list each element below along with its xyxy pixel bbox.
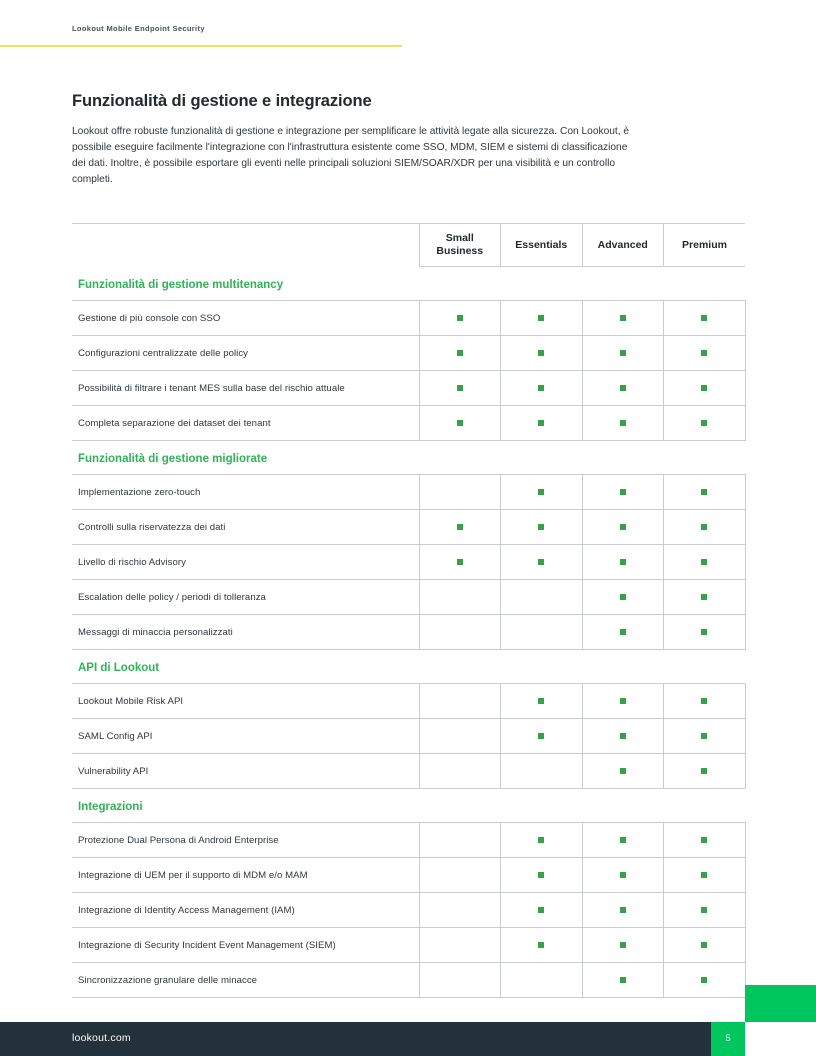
feature-name-cell: Implementazione zero-touch [72,475,419,510]
page-title: Funzionalità di gestione e integrazione [72,92,372,110]
included-square-icon [620,489,626,495]
included-square-icon [620,977,626,983]
feature-name-cell: Possibilità di filtrare i tenant MES sulla base del rischio attuale [72,371,419,406]
feature-availability-cell [582,893,664,928]
feature-availability-cell [664,893,746,928]
included-square-icon [701,350,707,356]
intro-paragraph: Lookout offre robuste funzionalità di gestione e integrazione per semplificare le attività legate alla sicurezza. Con Lookout, è possibile eseguire facilmente l'integrazione con l'infrastruttura esistente come SSO, MDM, SIEM e sistemi di classificazione dei dati. Inoltre, è possibile esportare gli eventi nelle principali soluzioni SIEM/SOAR/XDR per una visibilità e un controllo completi. [72,125,630,186]
feature-availability-cell [664,858,746,893]
included-square-icon [457,385,463,391]
not-included-placeholder [457,489,463,495]
not-included-placeholder [457,942,463,948]
feature-availability-cell [501,963,583,998]
included-square-icon [620,733,626,739]
feature-availability-cell [419,371,501,406]
included-square-icon [701,837,707,843]
included-square-icon [701,420,707,426]
section-title-cell [72,441,745,475]
header-accent-rule [0,45,402,47]
included-square-icon [538,559,544,565]
feature-availability-cell [582,684,664,719]
feature-availability-cell [501,336,583,371]
included-square-icon [538,350,544,356]
included-square-icon [538,837,544,843]
feature-availability-cell [419,893,501,928]
section-title: Funzionalità di gestione migliorate [78,453,268,465]
feature-name-cell: Controlli sulla riservatezza dei dati [72,510,419,545]
table-row [72,371,745,406]
included-square-icon [701,594,707,600]
table-row [72,928,745,963]
feature-availability-cell [664,928,746,963]
column-header-premium: Premium [664,224,746,267]
table-row [72,858,745,893]
section-title: Integrazioni [78,801,143,813]
table-row [72,545,745,580]
feature-name-cell: SAML Config API [72,719,419,754]
included-square-icon [620,420,626,426]
feature-availability-cell [419,963,501,998]
table-section-header-row [72,267,745,301]
feature-availability-cell [419,545,501,580]
feature-availability-cell [419,580,501,615]
feature-availability-cell [582,580,664,615]
feature-name-cell: Sincronizzazione granulare delle minacce [72,963,419,998]
feature-availability-cell [664,301,746,336]
feature-availability-cell [501,893,583,928]
feature-availability-cell [501,928,583,963]
page-number: 5 [725,1033,731,1044]
included-square-icon [701,629,707,635]
footer-website-link[interactable]: lookout.com [72,1032,131,1044]
table-row [72,963,745,998]
feature-availability-cell [664,510,746,545]
section-title-cell [72,650,745,684]
feature-availability-cell [501,510,583,545]
table-row [72,719,745,754]
not-included-placeholder [538,977,544,983]
section-title: API di Lookout [78,662,160,674]
not-included-placeholder [457,698,463,704]
included-square-icon [620,594,626,600]
feature-availability-cell [501,615,583,650]
included-square-icon [620,524,626,530]
section-title: Funzionalità di gestione multitenancy [78,279,284,291]
feature-availability-cell [419,754,501,789]
feature-availability-cell [582,371,664,406]
feature-name-cell: Vulnerability API [72,754,419,789]
feature-availability-cell [664,963,746,998]
not-included-placeholder [457,768,463,774]
column-header-small-business: Small Business [419,224,501,267]
feature-availability-cell [501,719,583,754]
included-square-icon [701,872,707,878]
feature-availability-cell [582,823,664,858]
feature-name-cell: Configurazioni centralizzate delle policy [72,336,419,371]
feature-availability-cell [664,545,746,580]
included-square-icon [701,977,707,983]
feature-availability-cell [582,545,664,580]
feature-availability-cell [664,615,746,650]
included-square-icon [457,350,463,356]
included-square-icon [538,733,544,739]
not-included-placeholder [457,837,463,843]
table-row [72,336,745,371]
included-square-icon [457,559,463,565]
table-header-row [72,224,745,267]
included-square-icon [701,385,707,391]
feature-availability-cell [501,475,583,510]
feature-availability-cell [582,336,664,371]
feature-name-cell: Completa separazione dei dataset dei tenant [72,406,419,441]
feature-availability-cell [582,475,664,510]
included-square-icon [701,315,707,321]
included-square-icon [701,698,707,704]
not-included-placeholder [457,733,463,739]
table-row [72,754,745,789]
feature-availability-cell [419,928,501,963]
table-section-header-row [72,789,745,823]
feature-availability-cell [664,336,746,371]
not-included-placeholder [457,872,463,878]
included-square-icon [620,768,626,774]
table-body [72,267,745,998]
included-square-icon [457,315,463,321]
feature-availability-cell [419,719,501,754]
table-row [72,580,745,615]
table-row [72,301,745,336]
feature-availability-cell [419,823,501,858]
included-square-icon [701,559,707,565]
feature-availability-cell [419,684,501,719]
not-included-placeholder [457,907,463,913]
feature-availability-cell [501,754,583,789]
feature-name-cell: Integrazione di UEM per il supporto di MDM e/o MAM [72,858,419,893]
included-square-icon [620,872,626,878]
feature-availability-cell [664,371,746,406]
included-square-icon [538,907,544,913]
included-square-icon [701,524,707,530]
not-included-placeholder [538,629,544,635]
included-square-icon [620,837,626,843]
included-square-icon [620,907,626,913]
included-square-icon [620,559,626,565]
included-square-icon [620,350,626,356]
section-title-cell [72,267,745,301]
feature-name-cell: Integrazione di Security Incident Event Management (SIEM) [72,928,419,963]
feature-availability-cell [501,371,583,406]
feature-availability-cell [419,475,501,510]
feature-availability-cell [582,510,664,545]
feature-name-cell: Protezione Dual Persona di Android Enterprise [72,823,419,858]
feature-availability-cell [419,858,501,893]
included-square-icon [701,489,707,495]
section-title-cell [72,789,745,823]
column-header-feature [72,224,419,267]
column-header-essentials: Essentials [501,224,583,267]
feature-name-cell: Integrazione di Identity Access Management (IAM) [72,893,419,928]
feature-availability-cell [582,406,664,441]
included-square-icon [620,942,626,948]
included-square-icon [538,420,544,426]
feature-availability-cell [582,719,664,754]
intro-section [72,92,745,189]
included-square-icon [701,733,707,739]
feature-availability-cell [664,719,746,754]
not-included-placeholder [457,977,463,983]
feature-availability-cell [664,580,746,615]
feature-name-cell: Lookout Mobile Risk API [72,684,419,719]
feature-availability-cell [664,684,746,719]
column-header-advanced: Advanced [582,224,664,267]
included-square-icon [701,942,707,948]
included-square-icon [538,524,544,530]
feature-availability-cell [664,406,746,441]
not-included-placeholder [457,594,463,600]
included-square-icon [538,315,544,321]
feature-availability-cell [419,336,501,371]
feature-name-cell: Escalation delle policy / periodi di tolleranza [72,580,419,615]
feature-availability-cell [664,823,746,858]
included-square-icon [538,385,544,391]
feature-name-cell: Livello di rischio Advisory [72,545,419,580]
feature-availability-cell [419,406,501,441]
included-square-icon [538,872,544,878]
feature-availability-cell [664,754,746,789]
feature-availability-cell [501,823,583,858]
table-row [72,510,745,545]
feature-availability-cell [501,406,583,441]
included-square-icon [457,420,463,426]
table-section-header-row [72,650,745,684]
feature-availability-cell [419,510,501,545]
table-row [72,615,745,650]
not-included-placeholder [457,629,463,635]
feature-availability-cell [501,580,583,615]
not-included-placeholder [538,594,544,600]
table-row [72,823,745,858]
included-square-icon [457,524,463,530]
table-row [72,893,745,928]
included-square-icon [538,698,544,704]
included-square-icon [620,698,626,704]
included-square-icon [538,942,544,948]
feature-availability-cell [501,545,583,580]
page-header-label: Lookout Mobile Endpoint Security [72,24,205,33]
feature-availability-cell [582,963,664,998]
table-row [72,684,745,719]
table-header [72,224,745,267]
feature-availability-cell [501,858,583,893]
feature-availability-cell [419,615,501,650]
table-section-header-row [72,441,745,475]
page-header [0,0,816,48]
included-square-icon [701,768,707,774]
table-row [72,406,745,441]
table-row [72,475,745,510]
footer-green-accent-block [745,985,816,1022]
feature-availability-cell [582,615,664,650]
feature-availability-cell [501,684,583,719]
feature-availability-cell [419,301,501,336]
included-square-icon [620,385,626,391]
feature-name-cell: Messaggi di minaccia personalizzati [72,615,419,650]
feature-availability-cell [664,475,746,510]
feature-comparison-table [72,223,745,998]
included-square-icon [538,489,544,495]
feature-availability-cell [582,754,664,789]
feature-availability-cell [582,858,664,893]
included-square-icon [620,315,626,321]
included-square-icon [620,629,626,635]
included-square-icon [701,907,707,913]
not-included-placeholder [538,768,544,774]
feature-availability-cell [582,928,664,963]
feature-availability-cell [582,301,664,336]
feature-availability-cell [501,301,583,336]
feature-name-cell: Gestione di più console con SSO [72,301,419,336]
